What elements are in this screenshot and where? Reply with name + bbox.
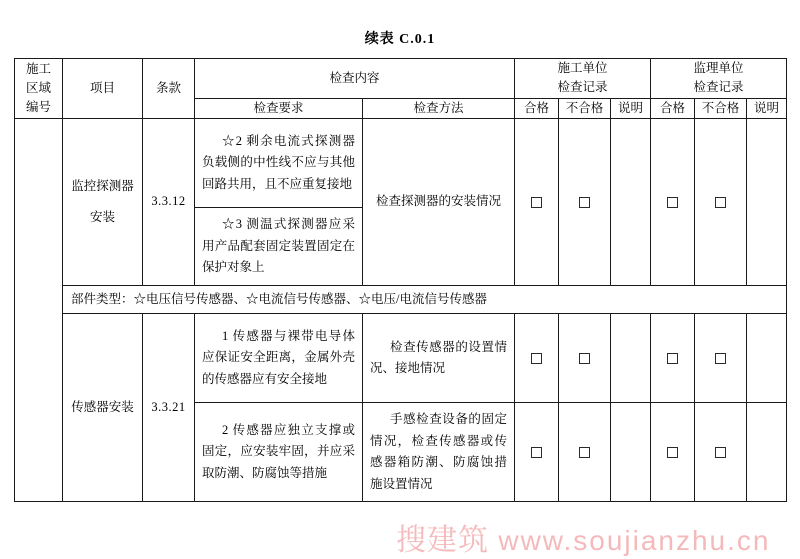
header-supervision-unit xyxy=(651,59,787,99)
header-supervision-unqualified: 不合格 xyxy=(695,98,747,118)
cell-supervision-qualified-4[interactable] xyxy=(651,403,695,502)
checkbox-wrap[interactable] xyxy=(695,350,746,367)
checkbox-icon[interactable] xyxy=(667,353,678,364)
header-construction-unit-line1: 施工单位 xyxy=(557,61,608,75)
cell-supervision-unqualified-3[interactable] xyxy=(695,314,747,403)
watermark-url: www.soujianzhu.cn xyxy=(498,525,771,556)
checkbox-icon[interactable] xyxy=(667,447,678,458)
cell-requirement-2 xyxy=(195,208,363,286)
inspection-table xyxy=(14,58,787,502)
cell-method-3 xyxy=(363,314,515,403)
cell-supervision-unqualified-4[interactable] xyxy=(695,403,747,502)
cell-project-line1: 监控探测器 xyxy=(71,178,134,193)
requirement-text: ☆3 测温式探测器应采用产品配套固定装置固定在保护对象上 xyxy=(202,217,355,275)
cell-clause-3312: 3.3.12 xyxy=(143,119,195,286)
method-text: 手感检查设备的固定情况，检查传感器或传感器箱防潮、防腐蚀措施设置情况 xyxy=(370,412,508,491)
checkbox-icon[interactable] xyxy=(715,447,726,458)
table-row xyxy=(15,119,787,208)
cell-construction-qualified-3[interactable] xyxy=(515,314,559,403)
table-row-part-type xyxy=(15,285,787,313)
cell-requirement-3 xyxy=(195,314,363,403)
edge-artifact xyxy=(0,455,8,481)
checkbox-icon[interactable] xyxy=(579,353,590,364)
header-construction-unit xyxy=(515,59,651,99)
watermark xyxy=(396,515,770,559)
header-supervision-qualified: 合格 xyxy=(651,98,695,118)
header-construction-qualified: 合格 xyxy=(515,98,559,118)
cell-project-text: 传感器安装 xyxy=(71,399,134,414)
cell-construction-unqualified-4[interactable] xyxy=(559,403,611,502)
header-row-1 xyxy=(15,59,787,99)
cell-clause-3321: 3.3.21 xyxy=(143,314,195,502)
header-construction-remark: 说明 xyxy=(611,98,651,118)
header-area-no-line3: 编号 xyxy=(25,100,51,115)
checkbox-icon[interactable] xyxy=(715,197,726,208)
checkbox-icon[interactable] xyxy=(531,353,542,364)
cell-supervision-remark-4[interactable] xyxy=(747,403,787,502)
checkbox-icon[interactable] xyxy=(667,197,678,208)
checkbox-icon[interactable] xyxy=(579,197,590,208)
checkbox-wrap[interactable] xyxy=(515,194,558,211)
requirement-text: 2 传感器应独立支撑或固定，应安装牢固，并应采取防潮、防腐蚀等措施 xyxy=(202,422,355,480)
cell-supervision-unqualified-1[interactable] xyxy=(695,119,747,286)
cell-method-4 xyxy=(363,403,515,502)
cell-requirement-1 xyxy=(195,119,363,208)
header-area-no-line2: 区域 xyxy=(25,80,51,95)
cell-supervision-remark-1[interactable] xyxy=(747,119,787,286)
checkbox-icon[interactable] xyxy=(531,447,542,458)
cell-project-sensor-install xyxy=(63,314,143,502)
checkbox-wrap[interactable] xyxy=(559,350,610,367)
page-title: 续表 C.0.1 xyxy=(364,32,436,47)
header-construction-unit-line2: 检查记录 xyxy=(557,80,608,95)
cell-project-line2: 安装 xyxy=(89,209,115,224)
watermark-brand: 搜建筑 xyxy=(396,523,489,558)
checkbox-wrap[interactable] xyxy=(515,350,558,367)
cell-construction-unqualified-3[interactable] xyxy=(559,314,611,403)
cell-construction-qualified-4[interactable] xyxy=(515,403,559,502)
method-text: 检查探测器的安装情况 xyxy=(376,194,502,209)
checkbox-wrap[interactable] xyxy=(651,444,694,461)
cell-construction-remark-1[interactable] xyxy=(611,119,651,286)
part-type-text: 部件类型：☆电压信号传感器、☆电流信号传感器、☆电压/电流信号传感器 xyxy=(71,291,487,306)
cell-method-1 xyxy=(363,119,515,286)
requirement-text: ☆2 剩余电流式探测器负载侧的中性线不应与其他回路共用，且不应重复接地 xyxy=(202,133,355,191)
requirement-text: 1 传感器与裸带电导体应保证安全距离，金属外壳的传感器应有安全接地 xyxy=(202,328,355,386)
checkbox-wrap[interactable] xyxy=(695,444,746,461)
checkbox-wrap[interactable] xyxy=(559,194,610,211)
header-clause: 条款 xyxy=(143,59,195,119)
header-supervision-unit-line2: 检查记录 xyxy=(693,80,744,95)
header-project: 项目 xyxy=(63,59,143,119)
checkbox-wrap[interactable] xyxy=(651,194,694,211)
header-supervision-unit-line1: 监理单位 xyxy=(693,61,744,75)
method-text: 检查传感器的设置情况、接地情况 xyxy=(370,339,508,375)
header-supervision-remark: 说明 xyxy=(747,98,787,118)
checkbox-icon[interactable] xyxy=(579,447,590,458)
header-inspection-method: 检查方法 xyxy=(363,98,515,118)
cell-construction-qualified-1[interactable] xyxy=(515,119,559,286)
header-inspection-requirement: 检查要求 xyxy=(195,98,363,118)
header-inspection-content: 检查内容 xyxy=(195,59,515,99)
cell-construction-remark-4[interactable] xyxy=(611,403,651,502)
header-area-no xyxy=(15,59,63,119)
checkbox-wrap[interactable] xyxy=(695,194,746,211)
cell-area-no-blank[interactable] xyxy=(15,119,63,502)
checkbox-wrap[interactable] xyxy=(651,350,694,367)
cell-part-type xyxy=(63,285,787,313)
cell-construction-remark-3[interactable] xyxy=(611,314,651,403)
cell-supervision-remark-3[interactable] xyxy=(747,314,787,403)
table-row xyxy=(15,314,787,403)
cell-supervision-qualified-3[interactable] xyxy=(651,314,695,403)
checkbox-icon[interactable] xyxy=(531,197,542,208)
cell-requirement-4 xyxy=(195,403,363,502)
table-body xyxy=(15,119,787,502)
checkbox-icon[interactable] xyxy=(715,353,726,364)
header-area-no-line1: 施工 xyxy=(25,61,51,76)
cell-project-monitor-detector xyxy=(63,119,143,286)
table-head xyxy=(15,59,787,119)
checkbox-wrap[interactable] xyxy=(559,444,610,461)
header-construction-unqualified: 不合格 xyxy=(559,98,611,118)
cell-construction-unqualified-1[interactable] xyxy=(559,119,611,286)
cell-supervision-qualified-1[interactable] xyxy=(651,119,695,286)
checkbox-wrap[interactable] xyxy=(515,444,558,461)
